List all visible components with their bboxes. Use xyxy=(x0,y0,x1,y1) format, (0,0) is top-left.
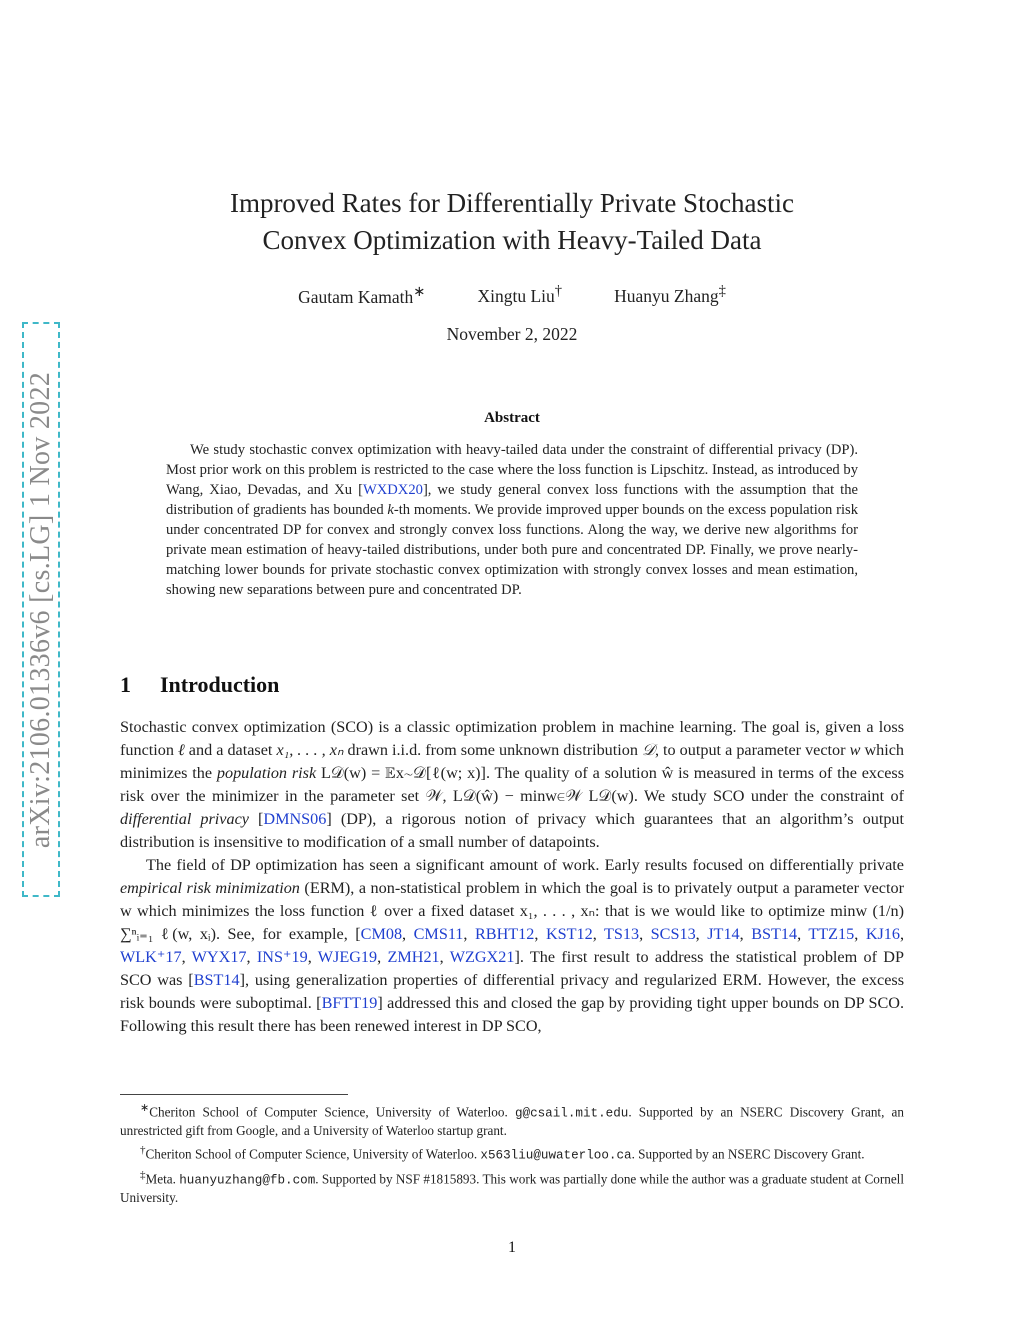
footnote: ∗Cheriton School of Computer Science, University of Waterloo. g@csail.mit.edu. Supported by an NSERC Discovery Grant, an unrestricted gift from Google, and a University of Waterloo startup grant. xyxy=(120,1102,904,1139)
citation-link[interactable]: WLK⁺17 xyxy=(120,948,182,966)
section-title: Introduction xyxy=(160,672,280,697)
email-address[interactable]: huanyuzhang@fb.com xyxy=(179,1173,316,1188)
author-list xyxy=(120,283,904,308)
citation-link[interactable]: BST14 xyxy=(193,971,240,989)
page-number: 1 xyxy=(508,1239,516,1256)
abstract-text: We study stochastic convex optimization with heavy-tailed data under the constraint of differential privacy (DP). Most prior work on this problem is restricted to the case where the loss function is Lipschitz. Instead, as introduced by Wang, Xiao, Devadas, and Xu [WXDX20], we study general convex loss functions with the assumption that the distribution of gradients has bounded k-th moments. We provide improved upper bounds on the excess population risk under concentrated DP for convex and strongly convex loss functions. Along the way, we derive new algorithms for private mean estimation of heavy-tailed distributions, under both pure and concentrated DP. Finally, we prove nearly-matching lower bounds for private stochastic convex optimization with strongly convex losses and mean estimation, showing new separations between pure and concentrated DP. xyxy=(166,442,859,598)
footnotes xyxy=(120,1099,904,1208)
citation-link[interactable]: TTZ15 xyxy=(808,925,855,943)
citation-link[interactable]: CMS11 xyxy=(413,925,464,943)
arxiv-stamp-text: arXiv:2106.01336v6 [cs.LG] 1 Nov 2022 xyxy=(25,371,56,848)
abstract-heading: Abstract xyxy=(484,410,540,426)
email-address[interactable]: g@csail.mit.edu xyxy=(514,1106,629,1121)
footnote: ‡Meta. huanyuzhang@fb.com. Supported by NSF #1815893. This work was partially done while the author was a graduate student at Cornell University. xyxy=(120,1168,905,1206)
citation-list: CM08, CMS11, RBHT12, KST12, TS13, SCS13, JT14, BST14, TTZ15, KJ16, WLK⁺17, WYX17, INS⁺19, WJEG19, ZMH21, WZGX21 xyxy=(120,925,905,966)
publication-date: November 2, 2022 xyxy=(446,324,578,344)
section-number: 1 xyxy=(120,672,131,697)
citation-link[interactable]: WJEG19 xyxy=(317,948,378,966)
citation-link[interactable]: WYX17 xyxy=(191,948,247,966)
author: Gautam Kamath∗ xyxy=(298,284,426,307)
citation-link[interactable]: KST12 xyxy=(545,925,593,943)
paragraph: The field of DP optimization has seen a significant amount of work. Early results focused on differentially private empirical risk minimization (ERM), a non-statistical problem in which the goal is to privately output a parameter vector w which minimizes the loss function ℓ over a fixed dataset x₁, . . . , xₙ: that is we would like to optimize minw (1/n) ∑ⁿᵢ₌₁ ℓ(w, xᵢ). See, for example, [CM08, CMS11, RBHT12, KST12, TS13, SCS13, JT14, BST14, TTZ15, KJ16, WLK⁺17, WYX17, INS⁺19, WJEG19, ZMH21, WZGX21]. The first result to address the statistical problem of DP SCO was [BST14], using generalization properties of differential privacy and regularized ERM. However, the excess risk bounds were suboptimal. [BFTT19] addressed this and closed the gap by providing tight upper bounds on DP SCO. Following this result there has been renewed interest in DP SCO, xyxy=(120,856,905,1035)
citation-link[interactable]: WZGX21 xyxy=(449,948,515,966)
title-line-2: Convex Optimization with Heavy-Tailed Data xyxy=(262,225,762,255)
citation-link[interactable]: CM08 xyxy=(360,925,403,943)
citation-link[interactable]: SCS13 xyxy=(650,925,696,943)
citation-link[interactable]: KJ16 xyxy=(865,925,900,943)
citation-link[interactable]: WXDX20 xyxy=(362,482,423,498)
citation-link[interactable]: RBHT12 xyxy=(474,925,535,943)
footnote: †Cheriton School of Computer Science, University of Waterloo. x563liu@uwaterloo.ca. Supported by an NSERC Discovery Grant. xyxy=(140,1144,865,1163)
citation-link[interactable]: TS13 xyxy=(604,925,640,943)
citation-link[interactable]: INS⁺19 xyxy=(256,948,308,966)
introduction-body xyxy=(120,716,904,1038)
citation-link[interactable]: DMNS06 xyxy=(263,810,327,828)
author: Huanyu Zhang‡ xyxy=(614,283,726,306)
author: Xingtu Liu† xyxy=(477,283,563,306)
citation-link[interactable]: BFTT19 xyxy=(321,994,378,1012)
paragraph: Stochastic convex optimization (SCO) is a classic optimization problem in machine learning. The goal is, given a loss function ℓ and a dataset x₁, . . . , xₙ drawn i.i.d. from some unknown distribution 𝒟, to output a parameter vector w which minimizes the population risk L𝒟(w) = 𝔼x∼𝒟[ℓ(w; x)]. The quality of a solution ŵ is measured in terms of the excess risk over the minimizer in the parameter set 𝒲, L𝒟(ŵ) − minw∈𝒲 L𝒟(w). We study SCO under the constraint of differential privacy [DMNS06] (DP), a rigorous notion of privacy which guarantees that an algorithm’s output distribution is insensitive to modification of a small number of datapoints. xyxy=(120,718,905,851)
email-address[interactable]: x563liu@uwaterloo.ca xyxy=(480,1148,632,1163)
title-line-1: Improved Rates for Differentially Private Stochastic xyxy=(229,188,795,218)
citation-link[interactable]: ZMH21 xyxy=(387,948,440,966)
section-heading-introduction xyxy=(120,672,904,698)
citation-link[interactable]: BST14 xyxy=(751,925,798,943)
paper-title xyxy=(120,185,904,259)
footnote-rule xyxy=(120,1094,348,1095)
arxiv-stamp[interactable] xyxy=(22,322,60,897)
citation-link[interactable]: JT14 xyxy=(707,925,740,943)
